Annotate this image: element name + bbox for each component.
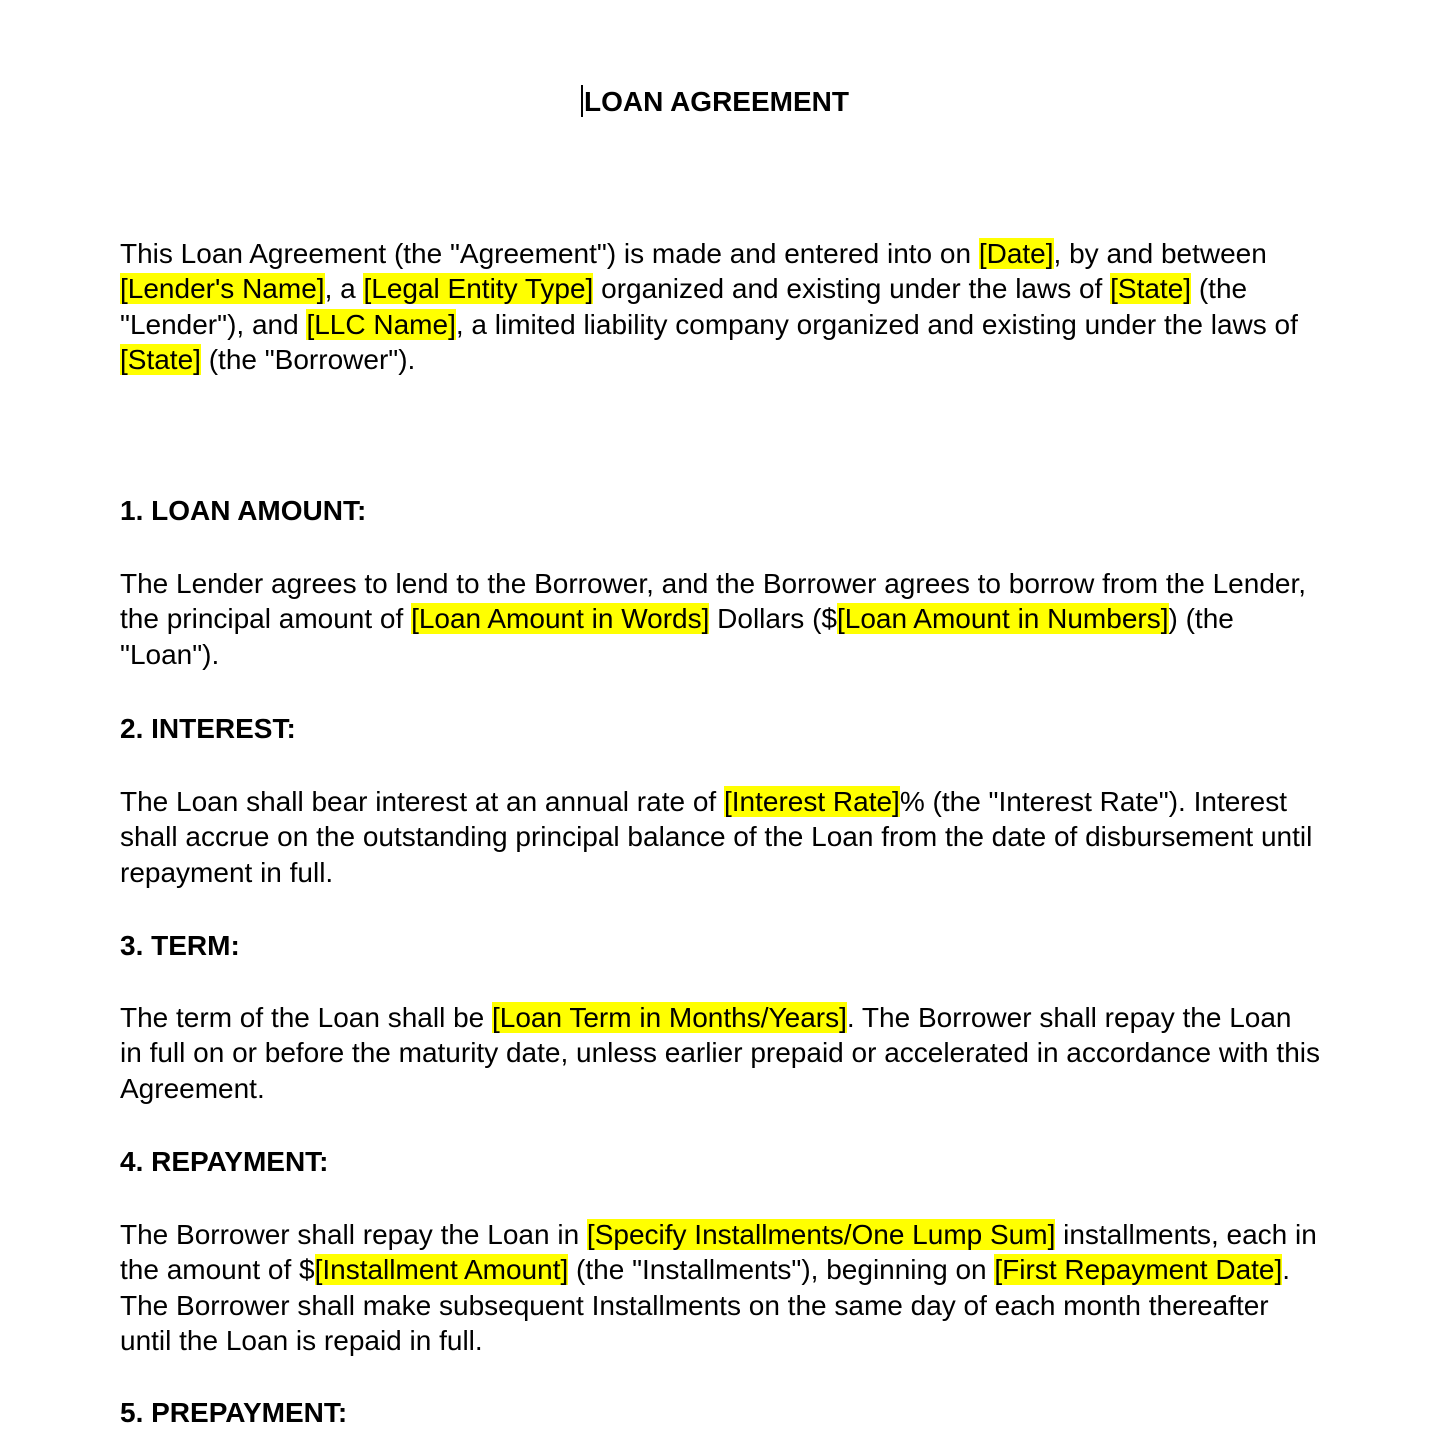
repayment-paragraph bbox=[120, 1217, 1320, 1358]
interest-paragraph bbox=[120, 784, 1320, 890]
repayment-text-4: . The Borrower shall make subsequent Installments on the same day of each month thereafter until the Loan is repaid in full. bbox=[120, 1254, 1291, 1356]
term-text-1: The term of the Loan shall be bbox=[120, 1002, 492, 1033]
repayment-text-1: The Borrower shall repay the Loan in bbox=[120, 1219, 587, 1250]
loan-amount-text-2: Dollars ($ bbox=[709, 603, 837, 635]
text-cursor bbox=[581, 85, 583, 117]
intro-text-5: (the "Lender"), and bbox=[120, 273, 1248, 340]
placeholder-llc-name: [LLC Name] bbox=[306, 308, 456, 340]
intro-text-3: , a bbox=[324, 273, 364, 305]
intro-paragraph bbox=[120, 236, 1320, 377]
placeholder-lender-name: [Lender's Name] bbox=[120, 273, 325, 305]
section-heading-interest: 2. INTEREST: bbox=[120, 713, 296, 744]
intro-text-4: organized and existing under the laws of bbox=[593, 273, 1111, 305]
document-title bbox=[0, 84, 1430, 120]
placeholder-borrower-state: [State] bbox=[120, 343, 201, 375]
placeholder-date: [Date] bbox=[978, 238, 1054, 269]
repayment-text-3: (the "Installments"), beginning on bbox=[568, 1254, 995, 1286]
placeholder-installments: [Specify Installments/One Lump Sum] bbox=[586, 1219, 1056, 1250]
section-heading-loan-amount: 1. LOAN AMOUNT: bbox=[120, 495, 367, 526]
interest-text-2: % (the "Interest Rate"). Interest shall accrue on the outstanding principal balance of the Loan from the date of disbursement until repayment in full. bbox=[120, 786, 1313, 888]
repayment-text-2: installments, each in the amount of $ bbox=[120, 1219, 1317, 1286]
interest-text-1: The Loan shall bear interest at an annual rate of bbox=[120, 786, 724, 817]
placeholder-interest-rate: [Interest Rate] bbox=[723, 786, 900, 817]
placeholder-first-repayment-date: [First Repayment Date] bbox=[994, 1254, 1283, 1286]
loan-amount-text-3: ) (the "Loan"). bbox=[120, 603, 1234, 670]
placeholder-lender-state: [State] bbox=[1110, 273, 1192, 305]
intro-text-6: , a limited liability company organized and existing under the laws of bbox=[455, 308, 1298, 340]
section-heading-repayment: 4. REPAYMENT: bbox=[120, 1146, 329, 1177]
placeholder-loan-term: [Loan Term in Months/Years] bbox=[492, 1002, 847, 1033]
section-heading-term: 3. TERM: bbox=[120, 930, 240, 961]
intro-text-1: This Loan Agreement (the "Agreement") is made and entered into on bbox=[120, 238, 979, 269]
placeholder-loan-amount-numbers: [Loan Amount in Numbers] bbox=[836, 603, 1169, 635]
term-paragraph bbox=[120, 1000, 1320, 1106]
term-text-2: . The Borrower shall repay the Loan in full on or before the maturity date, unless earlier prepaid or accelerated in accordance with this Agreement. bbox=[120, 1002, 1320, 1104]
placeholder-installment-amount: [Installment Amount] bbox=[314, 1254, 569, 1286]
intro-text-2: , by and between bbox=[1053, 238, 1267, 269]
document-title-text: LOAN AGREEMENT bbox=[584, 86, 849, 117]
placeholder-loan-amount-words: [Loan Amount in Words] bbox=[411, 603, 710, 635]
loan-amount-paragraph bbox=[120, 566, 1320, 672]
placeholder-legal-entity-type: [Legal Entity Type] bbox=[363, 273, 594, 305]
intro-text-7: (the "Borrower"). bbox=[200, 343, 416, 375]
loan-amount-text-1: The Lender agrees to lend to the Borrower, and the Borrower agrees to borrow from the Lender, the principal amount of bbox=[120, 568, 1307, 635]
section-heading-prepayment: 5. PREPAYMENT: bbox=[120, 1397, 348, 1428]
